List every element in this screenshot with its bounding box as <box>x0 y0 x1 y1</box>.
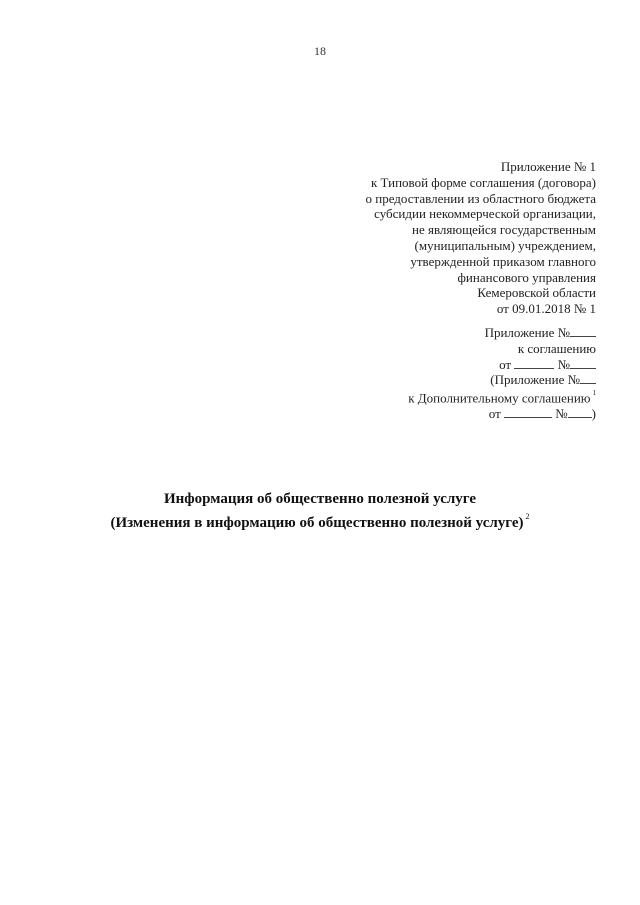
agreement-date-blank <box>514 357 554 369</box>
closing-paren: ) <box>591 406 596 422</box>
annex-agreement-header <box>408 325 596 422</box>
supplement-agreement-label: к Дополнительному соглашению <box>408 390 591 406</box>
agreement-number-blank <box>570 357 596 369</box>
footnote-mark-2: 2 <box>525 512 530 521</box>
annex-main-line: Кемеровской области <box>477 285 596 301</box>
annex-main-line: субсидии некоммерческой организации, <box>374 206 596 222</box>
annex-main-header <box>366 159 597 317</box>
footnote-mark-1: 1 <box>592 389 596 398</box>
supplement-agreement-line <box>408 388 596 406</box>
number-sign: № <box>555 406 568 422</box>
annex-agreement-number-line <box>408 325 596 341</box>
annex-main-line: утвержденной приказом главного <box>410 253 596 269</box>
heading-subtitle-line <box>0 509 640 533</box>
annex-main-line: от 09.01.2018 № 1 <box>496 301 596 317</box>
annex-main-line: (муниципальным) учреждением, <box>414 237 596 253</box>
document-heading <box>0 489 640 533</box>
annex-main-line: к Типовой форме соглашения (договора) <box>370 174 596 190</box>
date-prefix: от <box>499 356 512 372</box>
supplement-date-line <box>408 406 596 422</box>
supplement-date-blank <box>504 406 552 418</box>
date-prefix: от <box>488 406 501 422</box>
number-sign: № <box>557 356 570 372</box>
supplement-annex-label: (Приложение № <box>490 372 580 388</box>
annex-main-line: о предоставлении из областного бюджета <box>365 190 596 206</box>
annex-main-line: не являющейся государственным <box>412 222 596 238</box>
annex-main-line: финансового управления <box>457 269 596 285</box>
annex-label: Приложение № <box>484 325 570 340</box>
annex-number-blank <box>570 325 596 337</box>
agreement-date-line <box>408 357 596 373</box>
page-number: 18 <box>314 44 326 58</box>
heading-subtitle: (Изменения в информацию об общественно полезной услуге) <box>110 515 524 531</box>
heading-title: Информация об общественно полезной услуге <box>163 491 477 507</box>
agreement-ref-line: к соглашению <box>517 340 596 356</box>
supplement-number-blank <box>568 406 592 418</box>
supplement-annex-line <box>408 372 596 388</box>
annex-main-line: Приложение № 1 <box>500 159 596 174</box>
supplement-annex-number-blank <box>580 372 596 384</box>
